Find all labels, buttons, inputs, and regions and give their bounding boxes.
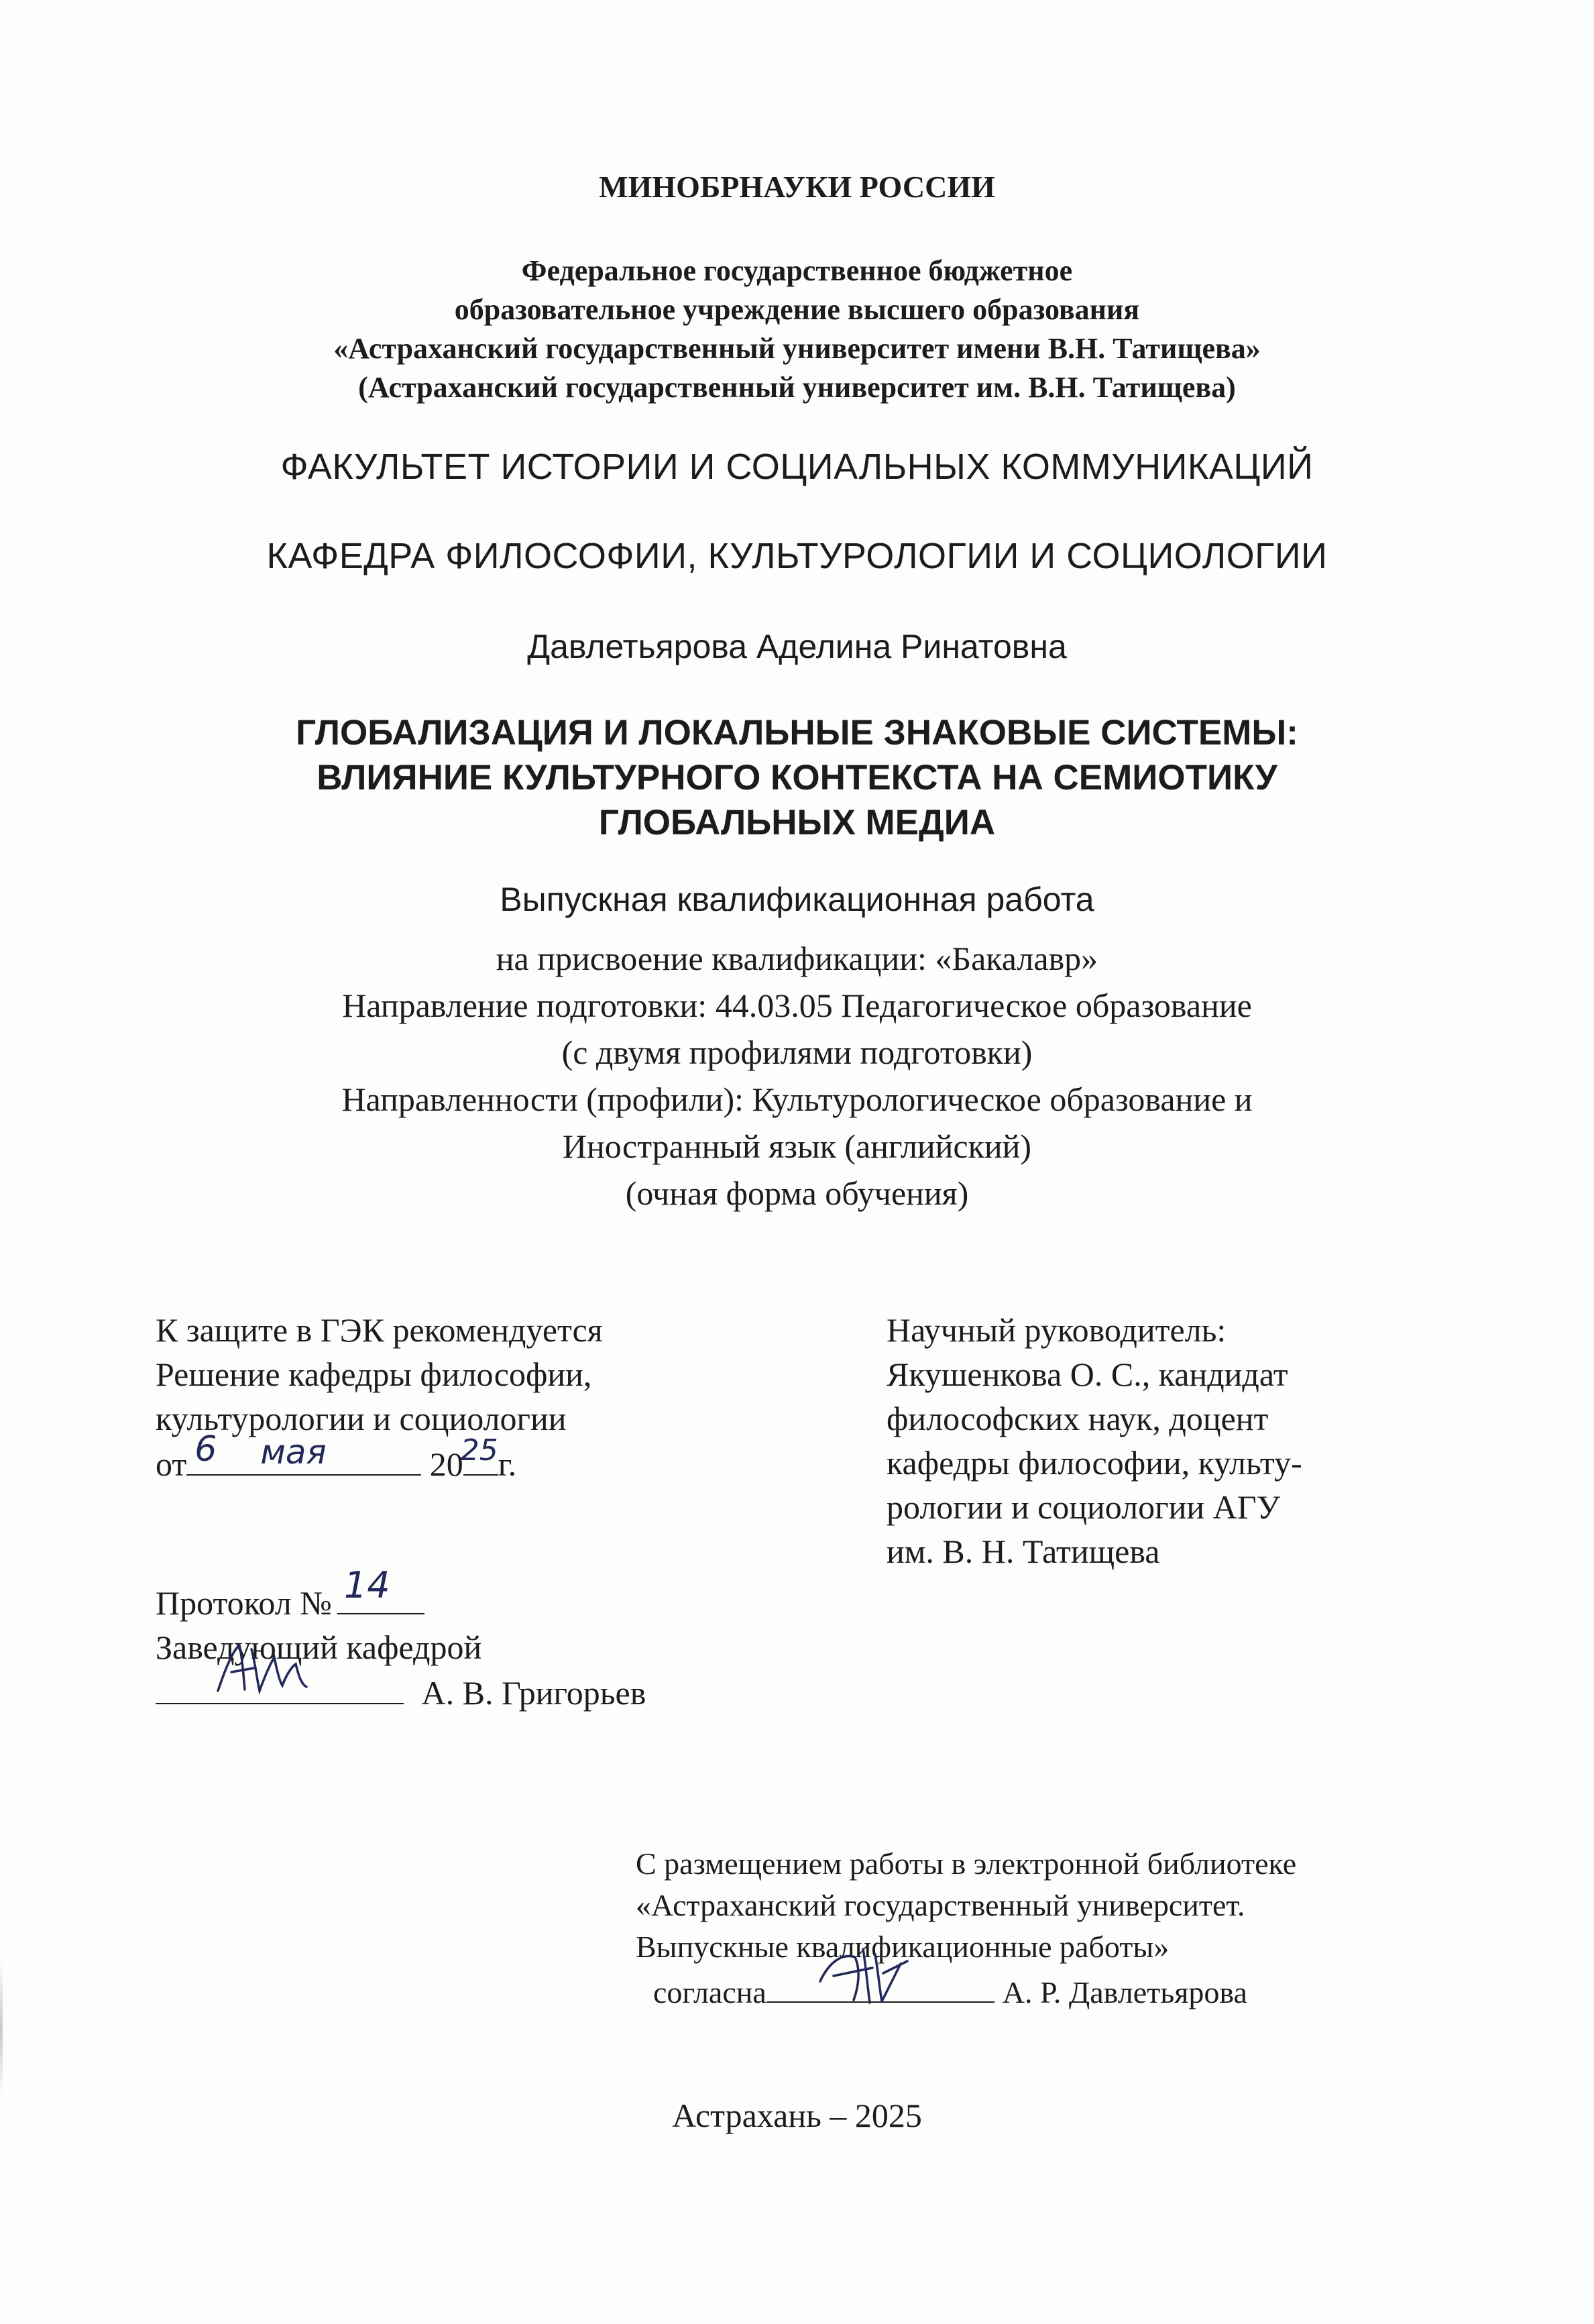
- student-signature-underline: [766, 1968, 994, 2003]
- supervisor-line-5: рологии и социологии АГУ: [887, 1488, 1281, 1526]
- thesis-title-line-2: ВЛИЯНИЕ КУЛЬТУРНОГО КОНТЕКСТА НА СЕМИОТИКУ: [317, 758, 1277, 797]
- supervisor-block: [887, 1308, 1302, 1573]
- scan-edge-shadow: [0, 1958, 3, 2099]
- supervisor-line-4: кафедры философии, культу-: [887, 1444, 1302, 1482]
- year-underline: [460, 1433, 498, 1476]
- ministry-heading: МИНОБРНАУКИ РОССИИ: [599, 170, 995, 204]
- date-prefix: от: [156, 1445, 187, 1483]
- agree-label: согласна: [653, 1975, 766, 2009]
- thesis-title-line-3: ГЛОБАЛЬНЫХ МЕДИА: [598, 803, 996, 842]
- org-line-4: (Астраханский государственный университет им. В.Н. Татищева): [358, 371, 1236, 404]
- work-type: Выпускная квалификационная работа: [500, 881, 1094, 918]
- profiles-line-2: Иностранный язык (английский): [562, 1127, 1032, 1165]
- org-line-1: Федеральное государственное бюджетное: [521, 254, 1073, 287]
- date-underline: [186, 1429, 421, 1476]
- year-suffix: г.: [498, 1445, 517, 1483]
- year-prefix: 20: [429, 1445, 463, 1483]
- org-line-2: образовательное учреждение высшего образования: [454, 293, 1140, 326]
- head-signature: [213, 1637, 313, 1701]
- defense-line-2: Решение кафедры философии,: [156, 1355, 592, 1393]
- defense-line-3: культурологии и социологии: [156, 1400, 567, 1437]
- city-year: Астрахань – 2025: [672, 2097, 922, 2134]
- head-label: Заведующий кафедрой: [156, 1628, 482, 1666]
- student-signature: [813, 1934, 914, 2008]
- supervisor-line-2: Якушенкова О. С., кандидат: [887, 1355, 1288, 1393]
- direction-line: Направление подготовки: 44.03.05 Педагогическое образование: [342, 987, 1252, 1024]
- head-signature-underline: [156, 1669, 404, 1704]
- handwritten-year: 25: [460, 1433, 498, 1468]
- org-line-3: «Астраханский государственный университет имени В.Н. Татищева»: [333, 332, 1261, 365]
- handwritten-day: 6: [194, 1429, 217, 1470]
- protocol-line: [156, 1564, 646, 1625]
- supervisor-line-3: философских наук, доцент: [887, 1400, 1269, 1437]
- faculty-name: ФАКУЛЬТЕТ ИСТОРИИ И СОЦИАЛЬНЫХ КОММУНИКАЦИЙ: [280, 447, 1314, 487]
- supervisor-line-1: Научный руководитель:: [887, 1311, 1227, 1349]
- library-line-2: «Астраханский государственный университет.: [636, 1888, 1245, 1922]
- agree-name: А. Р. Давлетьярова: [1002, 1975, 1247, 2009]
- protocol-number-underline: [337, 1564, 424, 1614]
- protocol-block: [156, 1564, 646, 1715]
- qualification-line: на присвоение квалификации: «Бакалавр»: [496, 940, 1098, 977]
- head-signature-line: [156, 1669, 646, 1715]
- profiles-note-line: (с двумя профилями подготовки): [561, 1034, 1033, 1071]
- library-consent-block: [636, 1843, 1296, 2013]
- defense-recommendation-block: [156, 1308, 603, 1486]
- thesis-title-line-1: ГЛОБАЛИЗАЦИЯ И ЛОКАЛЬНЫЕ ЗНАКОВЫЕ СИСТЕМЫ:: [296, 713, 1298, 753]
- library-line-3: Выпускные квалификационные работы»: [636, 1930, 1170, 1964]
- study-form-line: (очная форма обучения): [625, 1174, 969, 1212]
- head-name: А. В. Григорьев: [421, 1674, 646, 1712]
- defense-date-line: [156, 1429, 603, 1486]
- handwritten-month: мая: [260, 1433, 327, 1472]
- supervisor-line-6: им. В. Н. Татищева: [887, 1533, 1160, 1570]
- author-name: Давлетьярова Аделина Ринатовна: [527, 628, 1067, 665]
- handwritten-protocol-number: 14: [343, 1564, 390, 1606]
- department-name: КАФЕДРА ФИЛОСОФИИ, КУЛЬТУРОЛОГИИ И СОЦИОЛОГИИ: [266, 536, 1328, 576]
- library-line-1: С размещением работы в электронной библиотеке: [636, 1846, 1297, 1881]
- library-agree-line: [636, 1968, 1296, 2013]
- protocol-label: Протокол №: [156, 1584, 332, 1622]
- defense-line-1: К защите в ГЭК рекомендуется: [156, 1311, 603, 1349]
- profiles-line-1: Направленности (профили): Культурологическое образование и: [341, 1081, 1253, 1118]
